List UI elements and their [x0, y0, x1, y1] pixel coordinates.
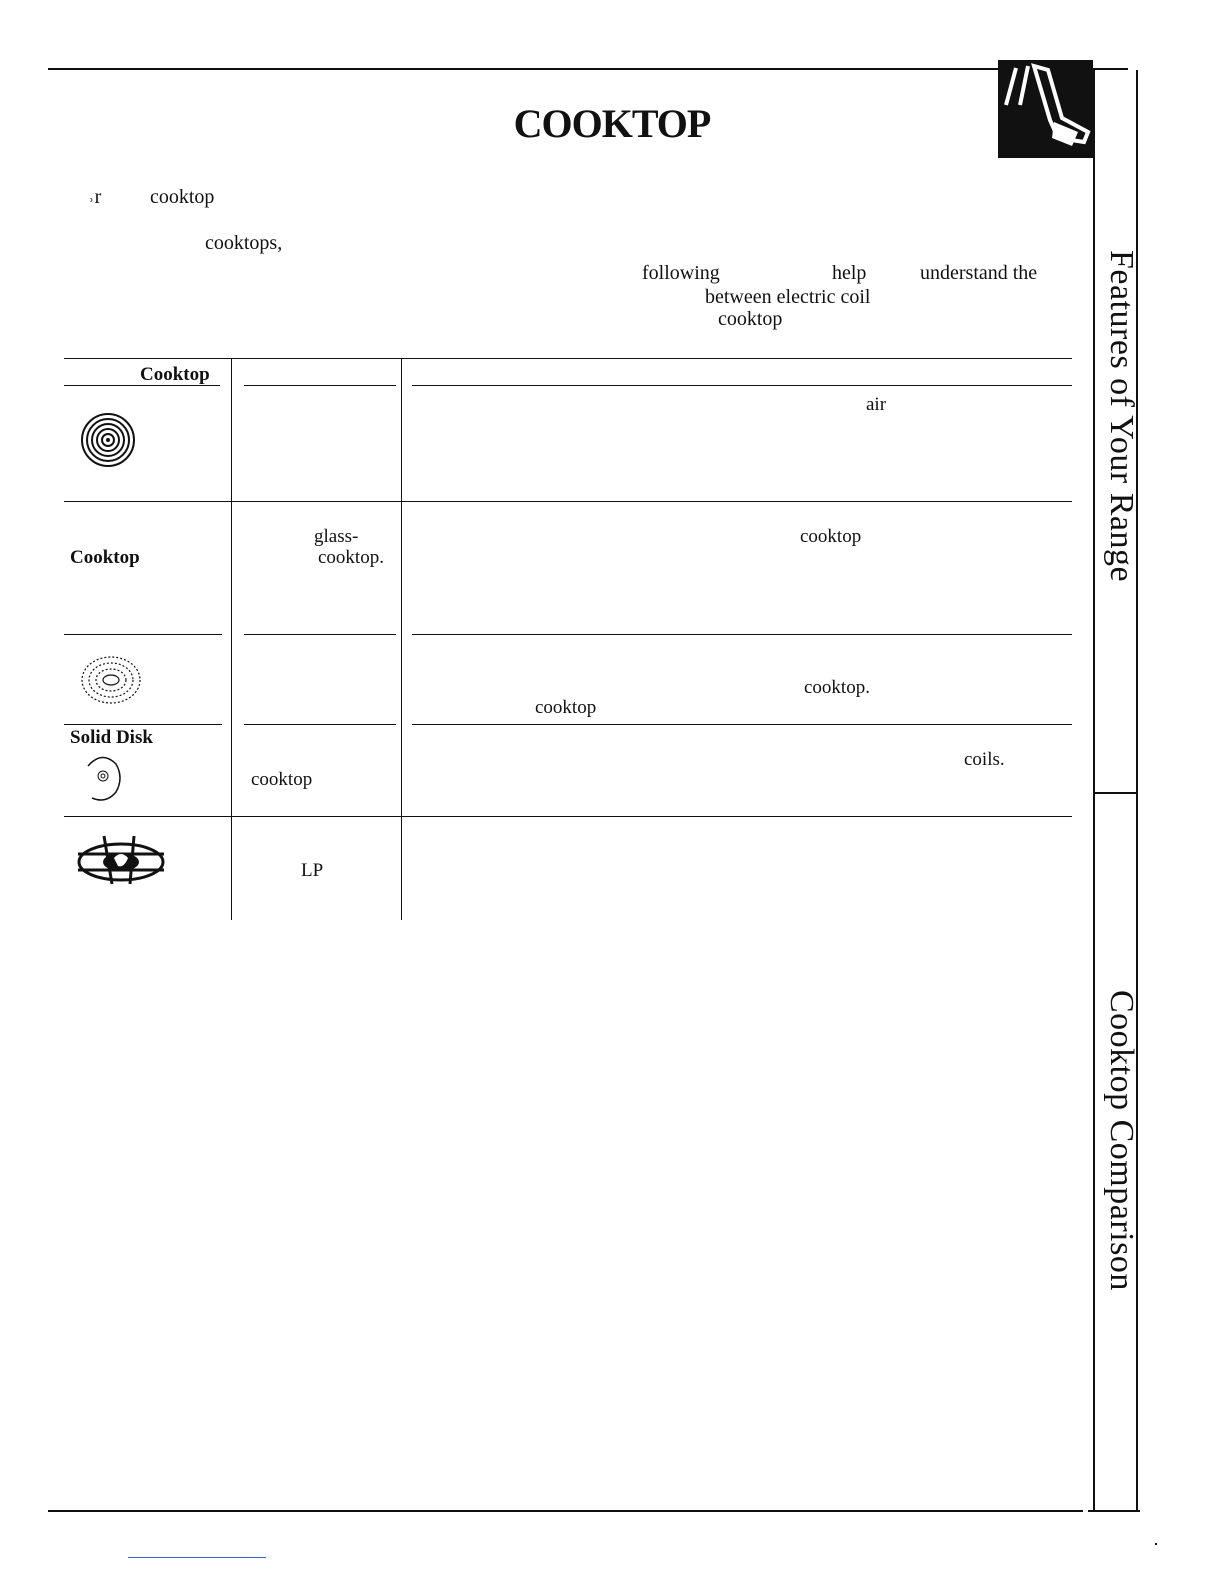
intro-fragment: cooktops, — [205, 232, 283, 254]
table-cell: cooktop. — [804, 677, 870, 698]
intro-fragment: help — [832, 262, 867, 284]
table-col-divider — [401, 358, 402, 920]
row-label: Solid Disk — [70, 727, 153, 748]
gas-burner-icon — [74, 832, 168, 888]
table-row-rule — [64, 501, 1072, 502]
side-tab-foot — [1088, 1510, 1140, 1512]
intro-fragment: following — [642, 262, 720, 284]
table-row-rule — [412, 634, 1072, 635]
table-cell: coils. — [964, 749, 1005, 770]
pointing-hand-icon — [998, 60, 1093, 158]
table-cell: glass- — [314, 526, 359, 547]
table-row-rule — [64, 816, 1072, 817]
row-label: Cooktop — [70, 547, 140, 568]
radiant-element-icon — [80, 654, 142, 706]
side-tab-left-border — [1093, 70, 1095, 1510]
table-cell: cooktop — [251, 769, 313, 790]
table-header-underline — [412, 385, 1072, 386]
table-row-rule — [244, 634, 396, 635]
table-row-rule — [64, 724, 222, 725]
table-cell: air — [866, 394, 887, 415]
footer-link-line — [128, 1557, 266, 1558]
table-cell: cooktop — [535, 697, 597, 718]
table-header-underline — [244, 385, 396, 386]
table-row-rule — [64, 634, 222, 635]
table-col-divider — [231, 358, 232, 920]
top-rule — [48, 68, 1128, 70]
electric-coil-icon — [80, 412, 136, 468]
solid-disk-icon — [82, 752, 124, 804]
table-top-rule — [64, 358, 1072, 359]
bottom-rule — [48, 1510, 1083, 1512]
intro-fragment: cooktop — [150, 186, 215, 208]
intro-fragment: cooktop — [718, 308, 783, 330]
intro-fragment: understand the — [920, 262, 1038, 284]
table-cell: cooktop. — [318, 547, 384, 568]
chapter-tab-block — [998, 60, 1093, 158]
page-title: COOKTOP — [513, 101, 711, 146]
intro-fragment: between electric coil — [705, 286, 871, 308]
side-tab-section-label: Features of Your Range — [1103, 250, 1140, 583]
table-cell: cooktop — [800, 526, 862, 547]
table-cell: LP — [301, 860, 324, 881]
stray-mark — [1155, 1543, 1157, 1545]
table-header-label: Cooktop — [140, 364, 210, 385]
side-tab-topic-label: Cooktop Comparison — [1103, 990, 1140, 1291]
side-tab-divider — [1095, 792, 1137, 794]
table-row-rule — [412, 724, 1072, 725]
intro-fragment: ˒r — [88, 186, 102, 208]
table-row-rule — [244, 724, 396, 725]
